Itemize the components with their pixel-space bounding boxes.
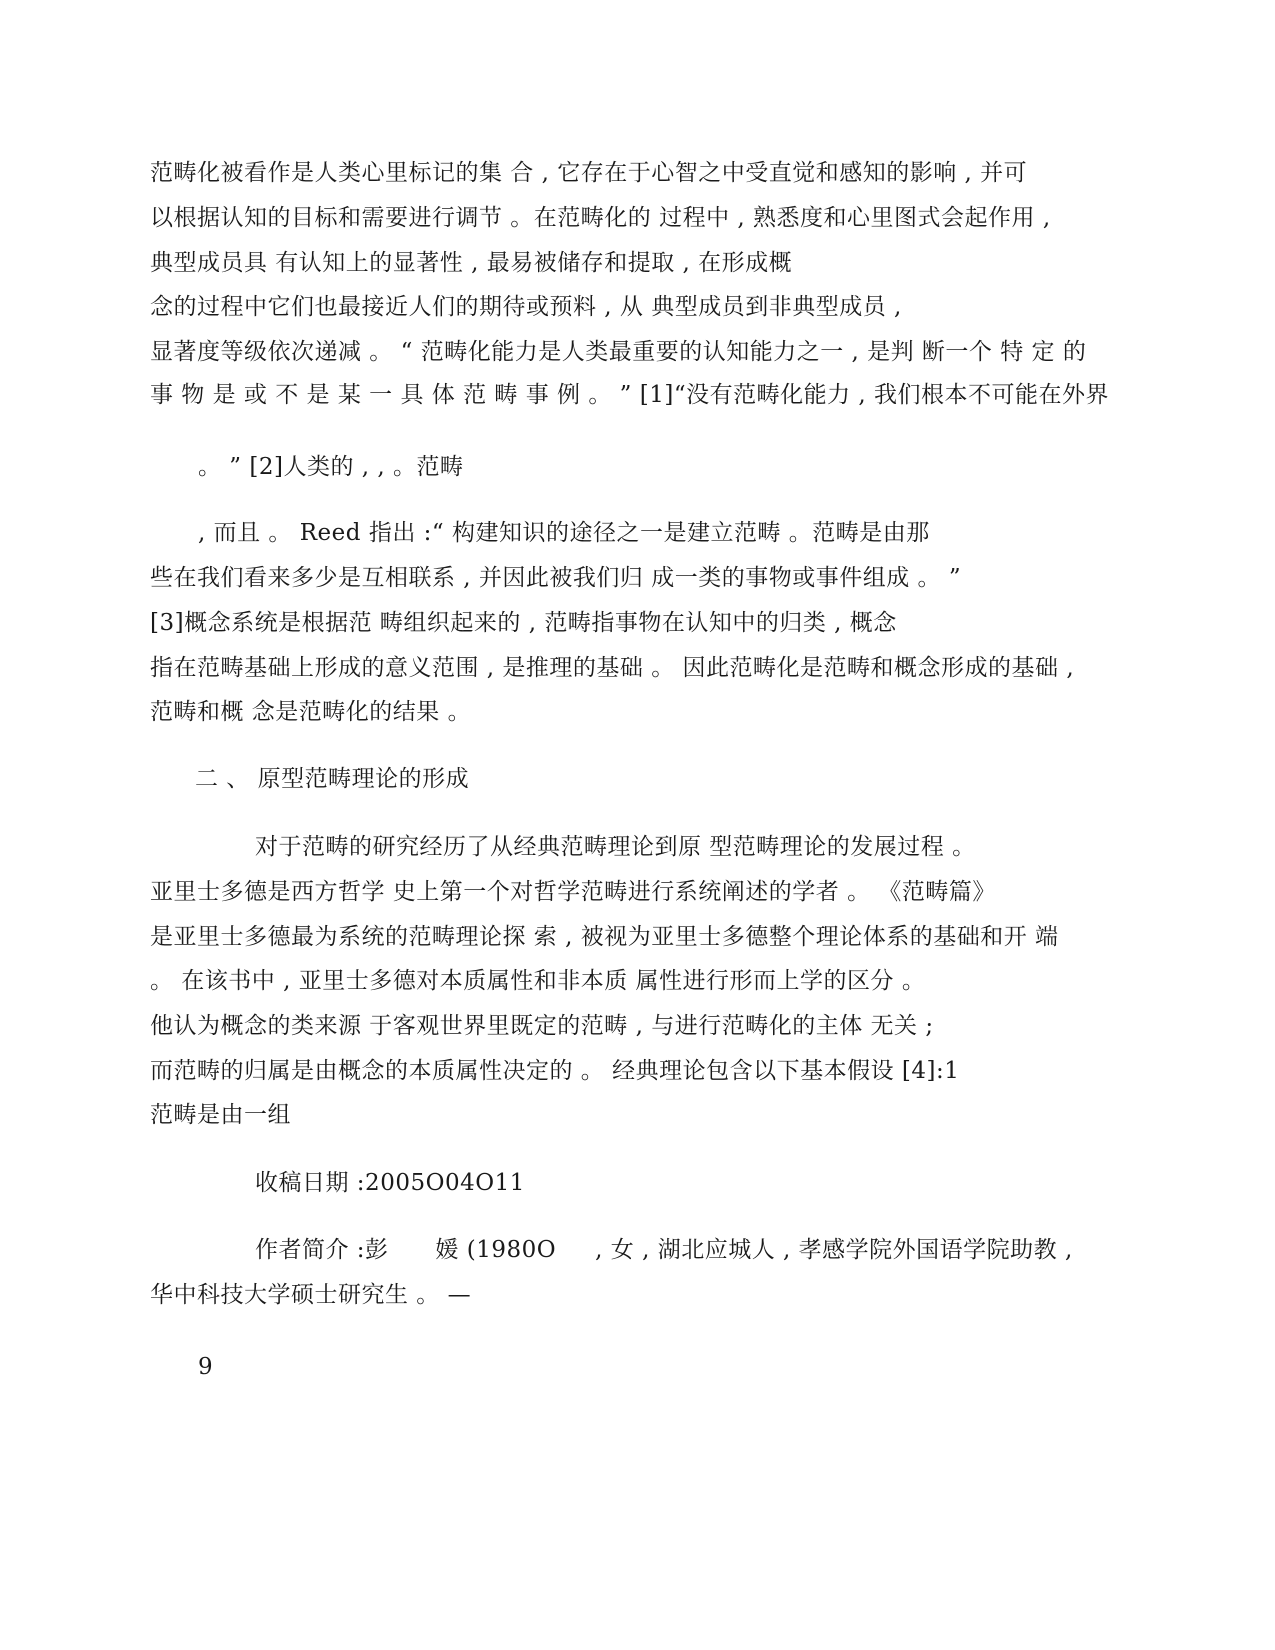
body-text-line: 典型成员具 有认知上的显著性 , 最易被储存和提取 , 在形成概 [150, 250, 793, 276]
section-heading: 二 、 原型范畴理论的形成 [195, 766, 470, 792]
body-text-line: 是亚里士多德最为系统的范畴理论探 索 , 被视为亚里士多德整个理论体系的基础和开 端 [150, 924, 1059, 950]
body-text-line: 范畴化被看作是人类心里标记的集 合 , 它存在于心智之中受直觉和感知的影响 , 并可 [150, 160, 1028, 186]
body-text-line: 事 物 是 或 不 是 某 一 具 体 范 畴 事 例 。 ” [1]“没有范畴化能力 , 我们根本不可能在外界 [150, 382, 1110, 408]
body-text-line: 。 ” [2]人类的 , , 。范畴 [198, 454, 464, 480]
body-text-line: 他认为概念的类来源 于客观世界里既定的范畴 , 与进行范畴化的主体 无关 ; [150, 1013, 934, 1039]
body-text-line: [3]概念系统是根据范 畴组织起来的 , 范畴指事物在认知中的归类 , 概念 [150, 610, 897, 636]
body-text-line: 而范畴的归属是由概念的本质属性决定的 。 经典理论包含以下基本假设 [4]:1 [150, 1058, 960, 1084]
body-text-line: 念的过程中它们也最接近人们的期待或预料 , 从 典型成员到非典型成员 , [150, 294, 902, 320]
body-text-line: 指在范畴基础上形成的意义范围 , 是推理的基础 。 因此范畴化是范畴和概念形成的基础 , [150, 655, 1075, 681]
body-text-line: 亚里士多德是西方哲学 史上第一个对哲学范畴进行系统阐述的学者 。 《范畴篇》 [150, 879, 996, 905]
body-text-line: 些在我们看来多少是互相联系 , 并因此被我们归 成一类的事物或事件组成 。 ” [150, 565, 962, 591]
author-intro-line: 华中科技大学硕士研究生 。 — [150, 1282, 472, 1308]
body-text-line: 对于范畴的研究经历了从经典范畴理论到原 型范畴理论的发展过程 。 [255, 834, 976, 860]
body-text-line: , 而且 。 Reed 指出 :“ 构建知识的途径之一是建立范畴 。范畴是由那 [198, 520, 930, 546]
body-text-line: 范畴是由一组 [150, 1102, 291, 1128]
body-text-line: 显著度等级依次递减 。 “ 范畴化能力是人类最重要的认知能力之一 , 是判 断一个 特 定 的 [150, 339, 1087, 365]
received-date: 收稿日期 :2005O04O11 [255, 1170, 525, 1196]
body-text-line: 。 在该书中 , 亚里士多德对本质属性和非本质 属性进行形而上学的区分 。 [150, 968, 926, 994]
author-intro-line: 作者简介 :彭 媛 (1980O , 女 , 湖北应城人 , 孝感学院外国语学院助教 , [255, 1237, 1073, 1263]
body-text-line: 以根据认知的目标和需要进行调节 。在范畴化的 过程中 , 熟悉度和心里图式会起作用 , [150, 205, 1051, 231]
body-text-line: 范畴和概 念是范畴化的结果 。 [150, 699, 472, 725]
page-number: 9 [198, 1354, 214, 1380]
